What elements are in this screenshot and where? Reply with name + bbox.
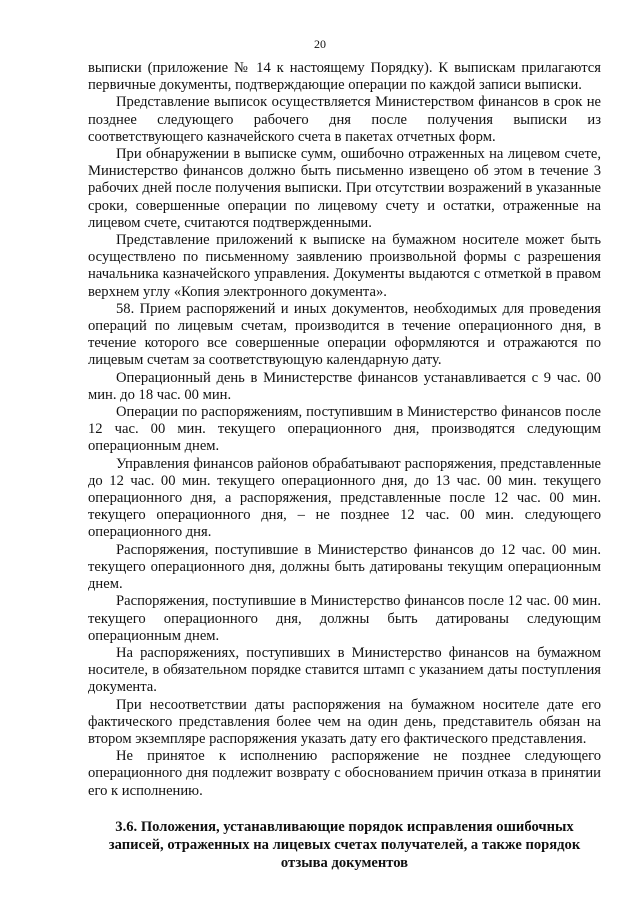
paragraph-after-noon-operations: Операции по распоряжениям, поступившим в Министерство финансов после 12 час. 00 мин. текущего операционного дня, производятся следующим операционным днем. (88, 404, 601, 455)
paragraph-statement-delivery: Представление выписок осуществляется Министерством финансов в срок не позднее следующего рабочего дня после получения выписки из соответствующего казначейского счета в пакетах отчетных форм. (88, 94, 601, 145)
paragraph-erroneous-sums: При обнаружении в выписке сумм, ошибочно отраженных на лицевом счете, Министерство финансов должно быть письменно извещено об этом в течение 3 рабочих дней после получения выписки. При отсутствии возражений в указанные сроки, совершенные операции по лицевому счету и остатки, отраженные на лицевом счете, считаются подтвержденными. (88, 146, 601, 231)
body-text (88, 60, 601, 800)
paragraph-operating-day: Операционный день в Министерстве финансов устанавливается с 9 час. 00 мин. до 18 час. 00 мин. (88, 369, 601, 403)
paragraph-paper-attachments: Представление приложений к выписке на бумажном носителе может быть осуществлено по письменному заявлению произвольной формы с разрешения начальника казначейского управления. Документы выдаются с отметкой в правом верхнем углу «Копия электронного документа». (88, 232, 601, 300)
paragraph-statement-continuation: выписки (приложение № 14 к настоящему Порядку). К выпискам прилагаются первичные документы, подтверждающие операции по каждой записи выписки. (88, 60, 601, 94)
paragraph-item-58: 58. Прием распоряжений и иных документов, необходимых для проведения операций по лицевым счетам, производится в течение операционного дня, в течение которого все совершенные операции оформляются и отражаются по лицевым счетам за соответствующую календарную дату. (88, 300, 601, 369)
paragraph-rejected-order: Не принятое к исполнению распоряжение не позднее следующего операционного дня подлежит возврату с обоснованием причин отказа в принятии его к исполнению. (88, 748, 601, 799)
section-heading: 3.6. Положения, устанавливающие порядок исправления ошибочных записей, отраженных на лицевых счетах получателей, а также порядок отзыва документов (108, 819, 581, 871)
paragraph-date-mismatch: При несоответствии даты распоряжения на бумажном носителе дате его фактического представления более чем на один день, представитель обязан на втором экземпляре распоряжения указать дату его фактического представления. (88, 696, 601, 747)
paragraph-paper-stamp: На распоряжениях, поступивших в Министерство финансов на бумажном носителе, в обязательном порядке ставится штамп с указанием даты поступления документа. (88, 644, 601, 696)
paragraph-after-noon-dating: Распоряжения, поступившие в Министерство финансов после 12 час. 00 мин. текущего операционного дня, должны быть датированы следующим операционным днем. (88, 593, 601, 644)
paragraph-before-noon-dating: Распоряжения, поступившие в Министерство финансов до 12 час. 00 мин. текущего операционного дня, должны быть датированы текущим операционным днем. (88, 541, 601, 593)
paragraph-district-finance: Управления финансов районов обрабатывают распоряжения, представленные до 12 час. 00 мин. текущего операционного дня, до 13 час. 00 мин. текущего операционного дня, а распоряжения, представленные после 12 час. 00 мин. текущего операционного дня, – не позднее 12 час. 00 мин. следующего операционного дня. (88, 455, 601, 541)
page-number: 20 (314, 37, 326, 51)
